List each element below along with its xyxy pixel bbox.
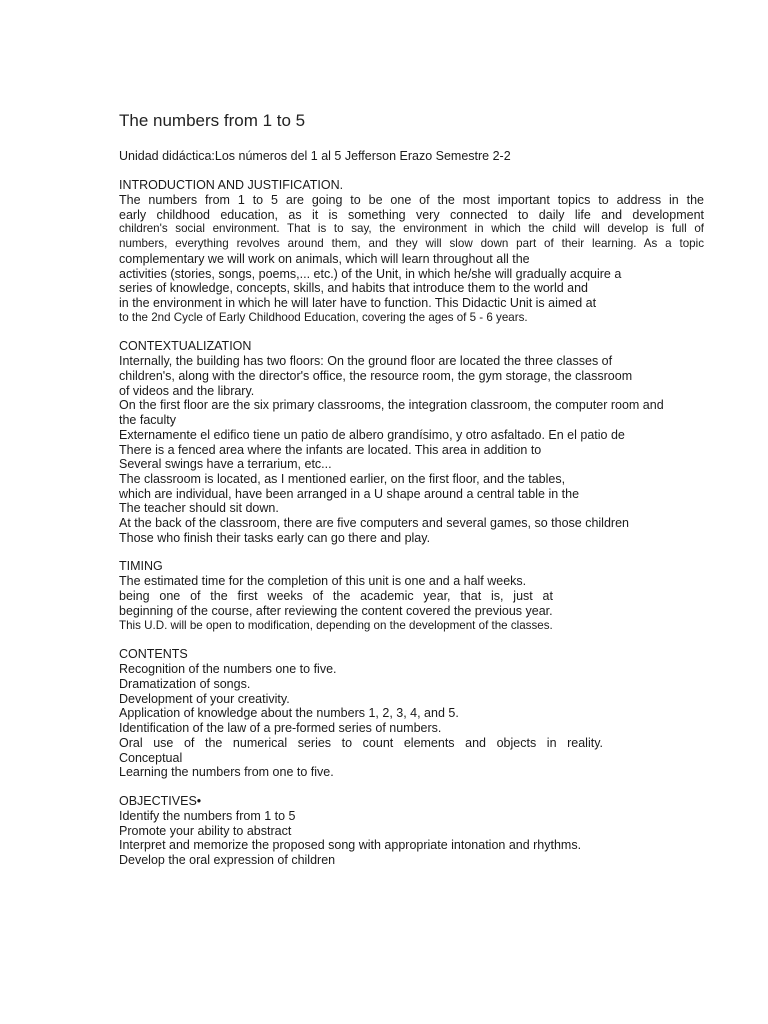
section-heading: CONTEXTUALIZATION (119, 339, 252, 354)
paragraph-line: numbers, everything revolves around them, and they will slow down part of their learning. As a topic (119, 237, 704, 251)
section-heading: INTRODUCTION AND JUSTIFICATION. (119, 178, 344, 192)
paragraph-line: Dramatization of songs. (119, 676, 251, 691)
section-heading: TIMING (119, 559, 163, 574)
paragraph-line: to the 2nd Cycle of Early Childhood Education, covering the ages of 5 - 6 years. (119, 310, 528, 324)
paragraph-line: the faculty (119, 413, 176, 428)
paragraph-line: Oral use of the numerical series to count elements and objects in reality. (119, 735, 603, 750)
paragraph-line: children's social environment. That is to say, the environment in which the child will develop is full of (119, 222, 704, 236)
paragraph-line: complementary we will work on animals, which will learn throughout all the (119, 251, 530, 266)
section-heading: OBJECTIVES• (119, 793, 202, 808)
paragraph-line: This U.D. will be open to modification, depending on the development of the classes. (119, 618, 553, 632)
paragraph-line: Develop the oral expression of children (119, 853, 336, 868)
paragraph-line: of videos and the library. (119, 383, 255, 398)
paragraph-line: Recognition of the numbers one to five. (119, 662, 337, 677)
paragraph-line: Those who finish their tasks early can go there and play. (119, 530, 431, 545)
document-title: The numbers from 1 to 5 (119, 111, 306, 130)
paragraph-line: Interpret and memorize the proposed song with appropriate intonation and rhythms. (119, 838, 582, 853)
sections-container (119, 178, 704, 868)
paragraph-line: At the back of the classroom, there are five computers and several games, so those children (119, 516, 629, 531)
section-introduction (119, 178, 704, 325)
paragraph-line: in the environment in which he will later have to function. This Didactic Unit is aimed at (119, 295, 597, 310)
paragraph-line: Application of knowledge about the numbers 1, 2, 3, 4, and 5. (119, 706, 459, 721)
paragraph-line: which are individual, have been arranged in a U shape around a central table in the (119, 486, 580, 501)
paragraph-line: being one of the first weeks of the academic year, that is, just at (119, 589, 553, 604)
document-subtitle: Unidad didáctica:Los números del 1 al 5 Jefferson Erazo Semestre 2-2 (119, 149, 511, 163)
paragraph-line: Internally, the building has two floors: On the ground floor are located the three classes of (119, 354, 613, 369)
paragraph-line: On the first floor are the six primary classrooms, the integration classroom, the computer room and (119, 398, 664, 413)
section-objectives (119, 794, 704, 868)
document-body (119, 110, 704, 882)
paragraph-line: series of knowledge, concepts, skills, and habits that introduce them to the world and (119, 281, 589, 296)
section-timing (119, 559, 704, 633)
paragraph-line: early childhood education, as it is something very connected to daily life and development (119, 207, 704, 222)
paragraph-line: Identification of the law of a pre-formed series of numbers. (119, 721, 442, 736)
paragraph-line: children's, along with the director's office, the resource room, the gym storage, the classroom (119, 369, 633, 384)
paragraph-line: Development of your creativity. (119, 691, 290, 706)
paragraph-line: Several swings have a terrarium, etc... (119, 457, 332, 472)
paragraph-line: There is a fenced area where the infants are located. This area in addition to (119, 442, 542, 457)
section-heading: CONTENTS (119, 647, 188, 662)
paragraph-line: Identify the numbers from 1 to 5 (119, 808, 296, 823)
paragraph-line: Conceptual (119, 750, 183, 765)
paragraph-line: Promote your ability to abstract (119, 823, 292, 838)
paragraph-line: beginning of the course, after reviewing the content covered the previous year. (119, 603, 553, 618)
paragraph-line: Learning the numbers from one to five. (119, 765, 334, 780)
section-contents (119, 647, 704, 780)
paragraph-line: The numbers from 1 to 5 are going to be one of the most important topics to address in the (119, 193, 704, 207)
paragraph-line: The classroom is located, as I mentioned earlier, on the first floor, and the tables, (119, 471, 566, 486)
paragraph-line: The estimated time for the completion of this unit is one and a half weeks. (119, 574, 527, 589)
paragraph-line: Externamente el edifico tiene un patio de albero grandísimo, y otro asfaltado. En el patio de (119, 427, 625, 442)
paragraph-line: activities (stories, songs, poems,... etc.) of the Unit, in which he/she will gradually acquire a (119, 266, 622, 281)
section-contextualization (119, 339, 704, 545)
paragraph-line: The teacher should sit down. (119, 501, 279, 516)
